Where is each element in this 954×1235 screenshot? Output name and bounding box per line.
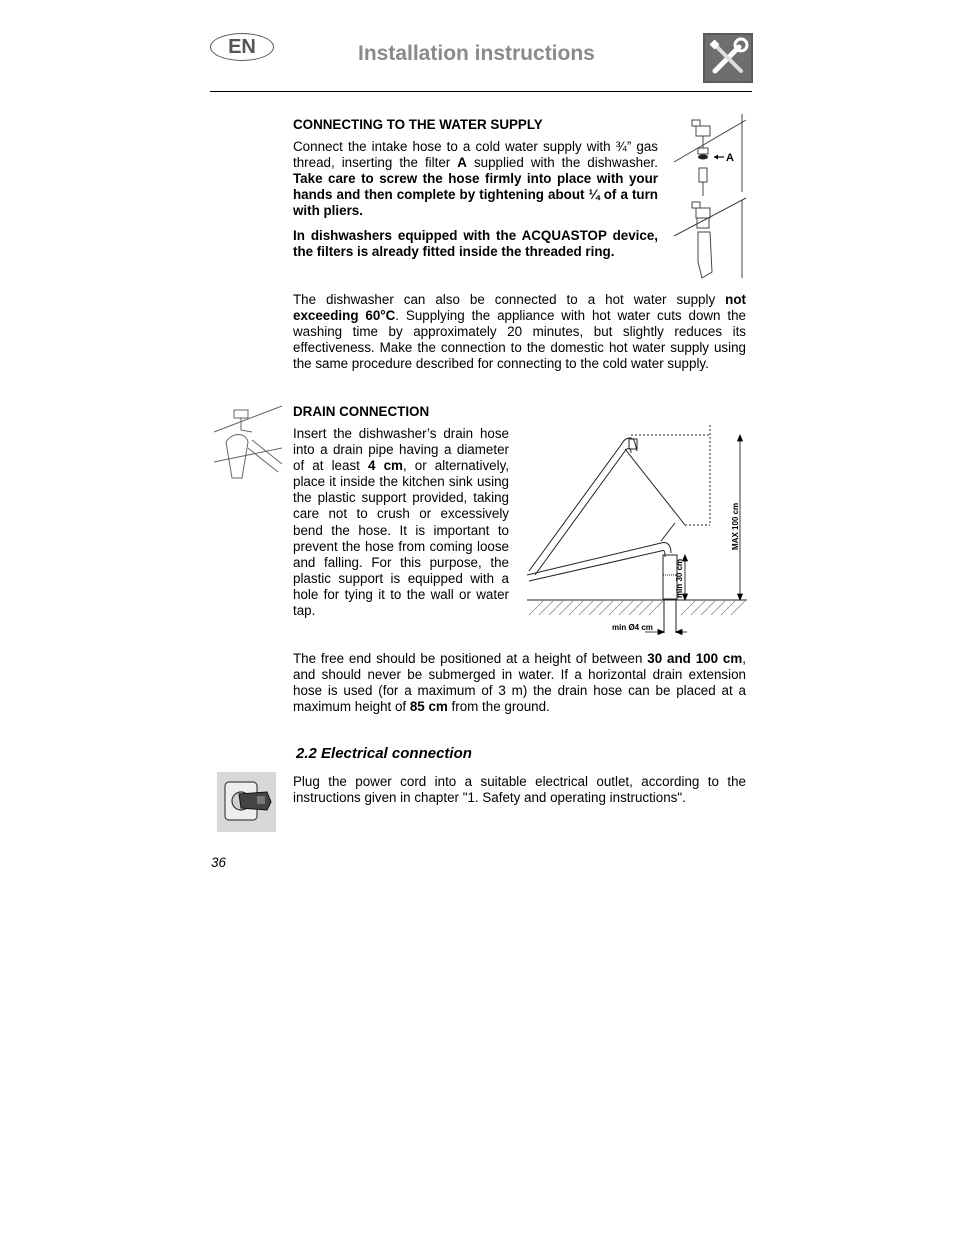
drain-tap-figure [212,402,284,480]
text-run: supplied with the dishwasher. [466,155,658,171]
drain-heading: DRAIN CONNECTION [293,404,430,419]
min-height-label: min 30 cm [675,558,684,598]
header-rule [210,91,752,92]
water-tap-figure [668,112,750,280]
water-supply-paragraph-1 [293,139,658,219]
text-run-bold: 4 cm [368,458,403,474]
language-badge [210,33,274,61]
text-run-bold: not exceeding 60°C [293,292,746,324]
drain-paragraph-1 [293,426,509,619]
language-badge-label: EN [228,35,256,58]
filter-label: A [726,152,734,164]
text-run-bold: Take care to screw the hose firmly into place with your hands and then complete by tightening about ¼ of a turn with pliers. [293,171,658,219]
electrical-heading: 2.2 Electrical connection [296,745,472,762]
water-supply-paragraph-2: In dishwashers equipped with the ACQUASTOP device, the filters is already fitted inside the threaded ring. [293,228,658,260]
max-height-label: MAX 100 cm [731,502,740,550]
text-run: Insert the dishwasher’s drain hose into a drain pipe having a diameter of at least [293,426,509,474]
text-run-bold: 85 cm [409,699,448,715]
electrical-paragraph: Plug the power cord into a suitable electrical outlet, according to the instructions given in chapter "1. Safety and operating instructions". [293,774,746,806]
text-run-bold: 30 and 100 cm [647,651,743,666]
text-run: from the ground. [447,699,550,715]
drain-paragraph-2 [293,651,746,715]
page-title: Installation instructions [358,42,595,65]
text-run: , and should never be submerged in water. If a horizontal drain extension hose is used (for a maximum of 3 m) the drain hose can be placed at a maximum height of [293,651,746,715]
text-run: The free end should be positioned at a height of between [293,651,648,666]
tools-icon [703,33,753,83]
text-run: , or alternatively, place it inside the kitchen sink using the plastic support provided, taking care not to crush or excessively bend the hose. It is important to prevent the hose from coming loose and falling. For this purpose, the plastic support is equipped with a hole for tying it to the wall or water tap. [293,458,509,619]
power-plug-icon [217,772,276,832]
min-diameter-label: min Ø4 cm [612,623,653,632]
water-supply-paragraph-3 [293,292,746,372]
text-run: The dishwasher can also be connected to a hot water supply [293,292,726,307]
text-run-bold: A [457,155,467,171]
page-number: 36 [211,855,226,870]
drain-height-diagram [525,425,750,635]
text-run: Connect the intake hose to a cold water supply with ¾” gas thread, inserting the filter [293,139,658,171]
text-run: . Supplying the appliance with hot water cuts down the washing time by approximately 20 minutes, but slightly reduces its effectiveness. Make the connection to the domestic hot water supply using the same procedure described for connecting to the cold water supply. [293,308,746,372]
water-supply-heading: CONNECTING TO THE WATER SUPPLY [293,117,543,132]
